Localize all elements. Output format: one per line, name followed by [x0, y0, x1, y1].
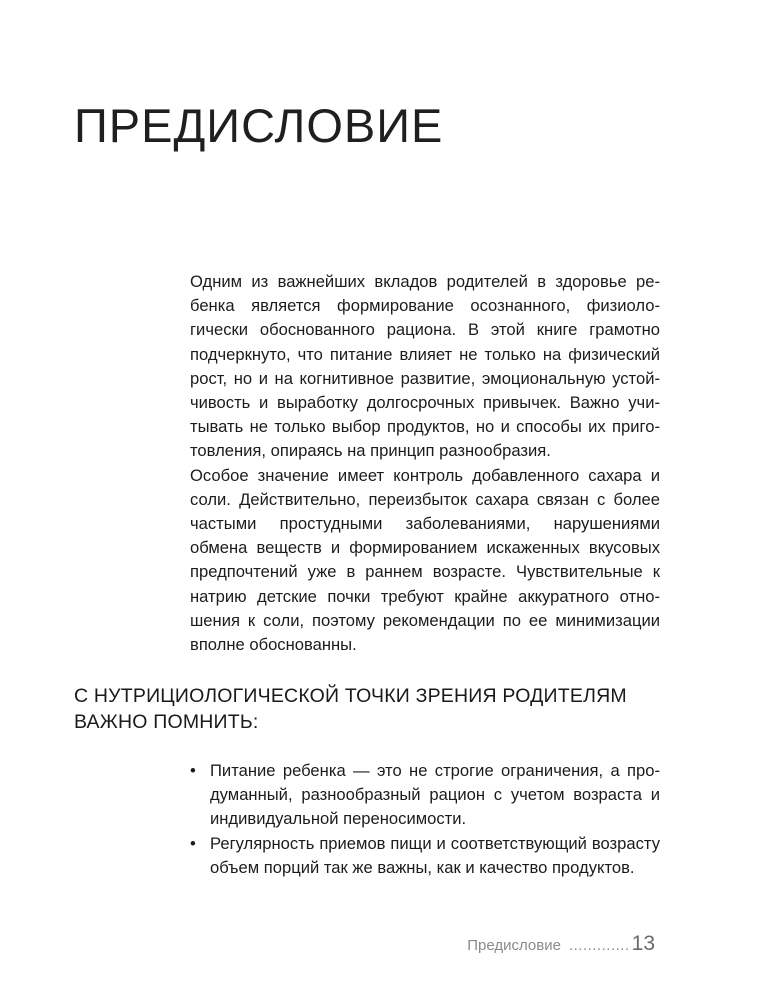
list-item-text: Регулярность приемов пищи и соответствующий возрасту объем порций так же важны, как и качество продуктов.: [210, 833, 660, 877]
bullet-list: [190, 759, 660, 880]
body-text: [190, 270, 660, 657]
paragraph-1: Одним из важнейших вкладов родителей в здоровье ребенка является формирование осознанного, физиологически обоснованного рациона. В этой книге грамотно подчеркнуто, что питание влияет не только на физический рост, но и на когнитивное развитие, эмоциональную устойчивость и выработку долгосрочных привычек. Важно учитывать не только выбор продуктов, но и способы их приготовления, опираясь на принцип разнообразия.: [190, 272, 660, 461]
list-item: [190, 832, 660, 880]
footer-leader-dots: .............: [568, 937, 630, 954]
bullet-icon: •: [190, 833, 196, 853]
section-subheading: С НУТРИЦИОЛОГИЧЕСКОЙ ТОЧКИ ЗРЕНИЯ РОДИТЕЛЯМ ВАЖНО ПОМНИТЬ:: [74, 685, 627, 733]
bullet-icon: •: [190, 761, 196, 780]
chapter-title: ПРЕДИСЛОВИЕ: [74, 99, 444, 152]
page-footer: [467, 932, 655, 956]
paragraph-2: Особое значение имеет контроль добавленного сахара и соли. Действительно, переизбыток сахара связан с более частыми простудными заболеваниями, нарушениями обмена веществ и формированием искаженных вкусовых предпочтений уже в раннем возрасте. Чувствительные к натрию детские почки требуют крайне аккуратного отношения к соли, поэтому рекомендации по ее минимизации вполне обоснованны.: [190, 465, 660, 655]
list-item: [190, 759, 660, 832]
footer-section-label: Предисловие: [467, 937, 561, 954]
page-number: 13: [631, 932, 655, 955]
list-item-text: Питание ребенка — это не строгие ограничения, а продуманный, разнообразный рацион с учетом возраста и индивидуальной переносимости.: [210, 761, 660, 829]
